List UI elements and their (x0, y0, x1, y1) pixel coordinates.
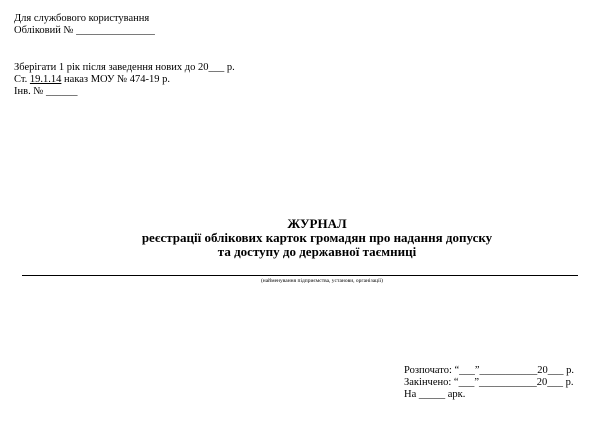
inventory-number: Інв. № ______ (14, 86, 78, 97)
article-suffix: наказ МОУ № 474-19 р. (61, 74, 170, 85)
article-number: 19.1.14 (29, 74, 62, 85)
document-title: ЖУРНАЛ (287, 216, 347, 231)
sheet-count: На _____ арк. (404, 389, 466, 400)
document-subtitle-line-1: реєстрації облікових карток громадян про надання допуску (141, 230, 493, 245)
storage-term: Зберігати 1 рік після заведення нових до 20___ р. (14, 62, 235, 73)
started-date: Розпочато: “___”___________20___ р. (404, 365, 575, 376)
organization-caption: (найменування підприємства, установи, організації) (260, 278, 384, 284)
organization-line (22, 275, 578, 276)
header-classification: Для службового користування (14, 13, 150, 24)
storage-article (14, 74, 170, 86)
document-subtitle-line-2: та доступу до державної таємниці (217, 244, 417, 259)
article-prefix: Ст. (14, 74, 30, 85)
finished-date: Закінчено: “___”___________20___ р. (404, 377, 574, 388)
header-registration-number: Обліковий № _______________ (14, 25, 155, 36)
